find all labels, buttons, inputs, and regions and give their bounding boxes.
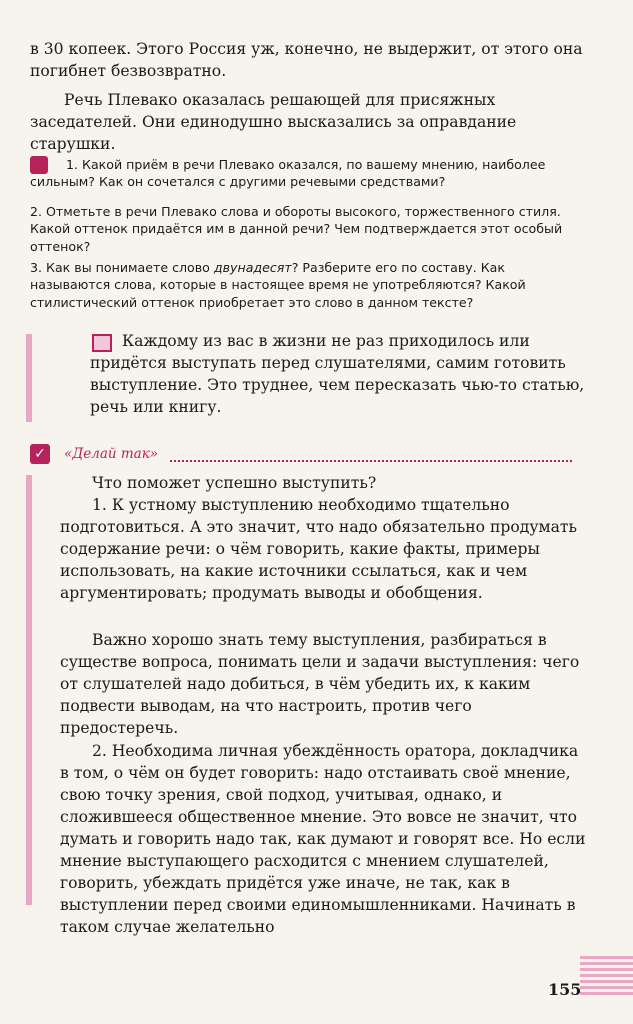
question-2: 2. Отметьте в речи Плевако слова и обороты высокого, торжественного стиля. Какой оттенок придаётся им в данной речи? Чем подтверждается этот особый оттенок? [30, 204, 563, 254]
side-bar-1 [26, 334, 32, 422]
heading-dotted-line [170, 460, 572, 462]
page-corner-stripes [580, 954, 633, 1000]
info-box-text: Каждому из вас в жизни не раз приходилось или придётся выступать перед слушателями, самим готовить выступление. Это труднее, чем пересказать чью-то статью, речь или книгу. [90, 332, 585, 416]
check-icon: ✓ [30, 444, 50, 464]
section-heading: «Делай так» [64, 446, 162, 462]
section-paragraph-2: Важно хорошо знать тему выступления, разбираться в существе вопроса, понимать цели и задачи выступления: чего от слушателей надо добиться, в чём убедить их, к каким подвести выводам, на что настроить, против чего предостеречь. [60, 631, 580, 737]
section-paragraph-3: 2. Необходима личная убеждённость оратора, докладчика в том, о чём он будет говорить: надо отстаивать своё мнение, свою точку зрения, свой подход, учитывая, однако, и сложившееся общественное мнение. Это вовсе не значит, что думать и говорить надо так, как думают и говорят все. Но если мнение выступающего расходится с мнением слушателей, говорить, убеждать придётся уже иначе, не так, как в выступлении перед своими единомышленниками. Начинать в таком случае желательно [60, 742, 586, 936]
intro-paragraph-1: в 30 копеек. Этого Россия уж, конечно, не выдержит, от этого она погибнет безвозвратно. [30, 40, 583, 81]
section-lead: Что поможет успешно выступить? [92, 474, 377, 492]
question-3 [30, 259, 585, 311]
side-bar-2 [26, 475, 32, 905]
intro-paragraph-2: Речь Плевако оказалась решающей для присяжных заседателей. Они единодушно высказались за оправдание старушки. [30, 91, 517, 154]
question-1: 1. Какой приём в речи Плевако оказался, по вашему мнению, наиболее сильным? Как он сочетался с другими речевыми средствами? [30, 157, 546, 190]
question-3-after: ? Разберите его по составу. Как называются слова, которые в настоящее время не употребляются? Какой стилистический оттенок приобретает это слово в данном тексте? [30, 260, 526, 310]
page-number: 155 [548, 980, 582, 999]
question-3-before: 3. Как вы понимаете слово [30, 260, 214, 275]
section-paragraph-1: 1. К устному выступлению необходимо тщательно подготовиться. А это значит, что надо обязательно продумать содержание речи: о чём говорить, какие факты, примеры использовать, на какие источники ссылаться, как и чем аргументировать; продумать выводы и обобщения. [60, 496, 578, 602]
question-3-word: двунадесят [213, 260, 292, 275]
